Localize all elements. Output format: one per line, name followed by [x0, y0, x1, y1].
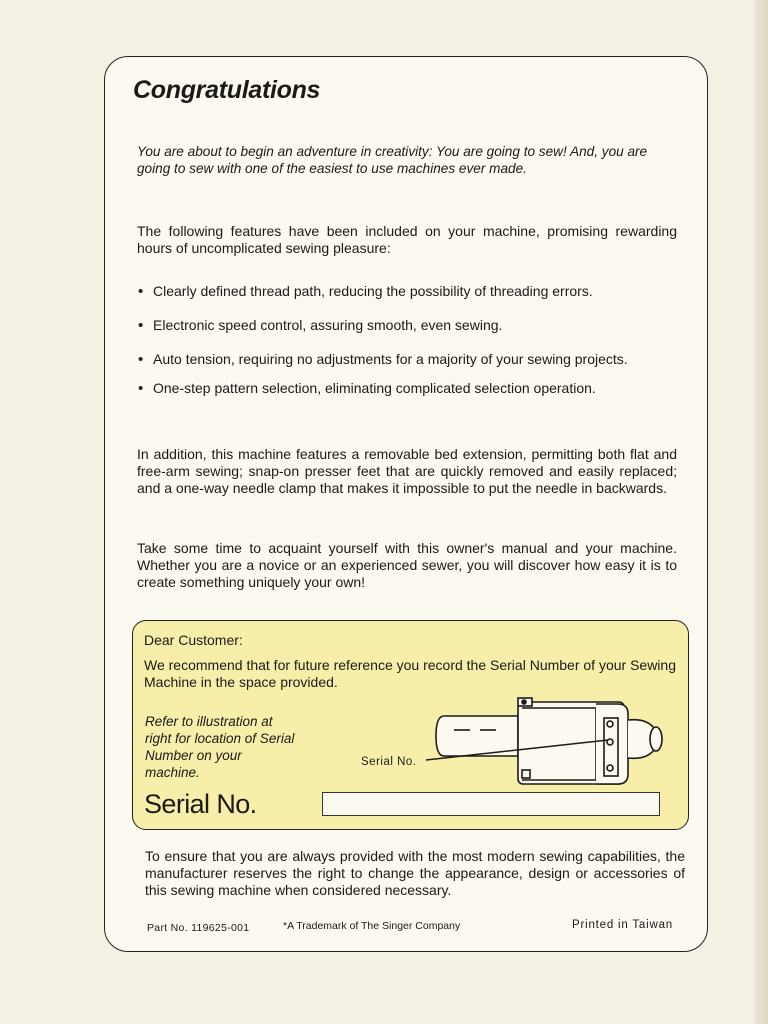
- serial-number-field[interactable]: [322, 792, 660, 816]
- illustration-caption: Serial No.: [361, 756, 417, 768]
- ensure-text: To ensure that you are always provided with the most modern sewing capabilities, the manufacturer reserves the right to change the appearance, design or accessories of this sewing machine when considered necessary.: [145, 848, 685, 898]
- feature-item: • One-step pattern selection, eliminating complicated selection operation.: [137, 380, 677, 397]
- feature-item: • Electronic speed control, assuring smooth, even sewing.: [137, 317, 677, 334]
- recommend-text: We recommend that for future reference you record the Serial Number of your Sewing Machine in the space provided.: [144, 657, 676, 690]
- customer-greeting: Dear Customer:: [144, 632, 243, 648]
- intro-text: You are about to begin an adventure in creativity: You are going to sew! And, you are going to sew with one of the easiest to use machines ever made.: [137, 144, 648, 176]
- feature-item: • Clearly defined thread path, reducing the possibility of threading errors.: [137, 283, 677, 300]
- feature-list: [137, 283, 677, 414]
- printed-in: Printed in Taiwan: [572, 919, 673, 931]
- features-intro: The following features have been included on your machine, promising rewarding hours of uncomplicated sewing pleasure:: [137, 223, 677, 256]
- serial-label: Serial No.: [144, 789, 257, 819]
- page-title: Congratulations: [133, 76, 321, 104]
- addition-text: In addition, this machine features a removable bed extension, permitting both flat and free-arm sewing; snap-on presser feet that are quickly removed and easily replaced; and a one-way needle clamp that makes it impossible to put the needle in backwards.: [137, 446, 677, 496]
- part-number: Part No. 119625-001: [147, 922, 250, 934]
- page-edge: [754, 0, 768, 1024]
- trademark-note: *A Trademark of The Singer Company: [283, 920, 461, 932]
- refer-text: Refer to illustration at right for location of Serial Number on your machine.: [145, 714, 295, 780]
- sewing-machine-illustration: [418, 694, 668, 788]
- acquaint-text: Take some time to acquaint yourself with this owner's manual and your machine. Whether you are a novice or an experienced sewer, you will discover how easy it is to create something uniquely your own!: [137, 540, 677, 590]
- feature-item: • Auto tension, requiring no adjustments for a majority of your sewing projects.: [137, 351, 677, 368]
